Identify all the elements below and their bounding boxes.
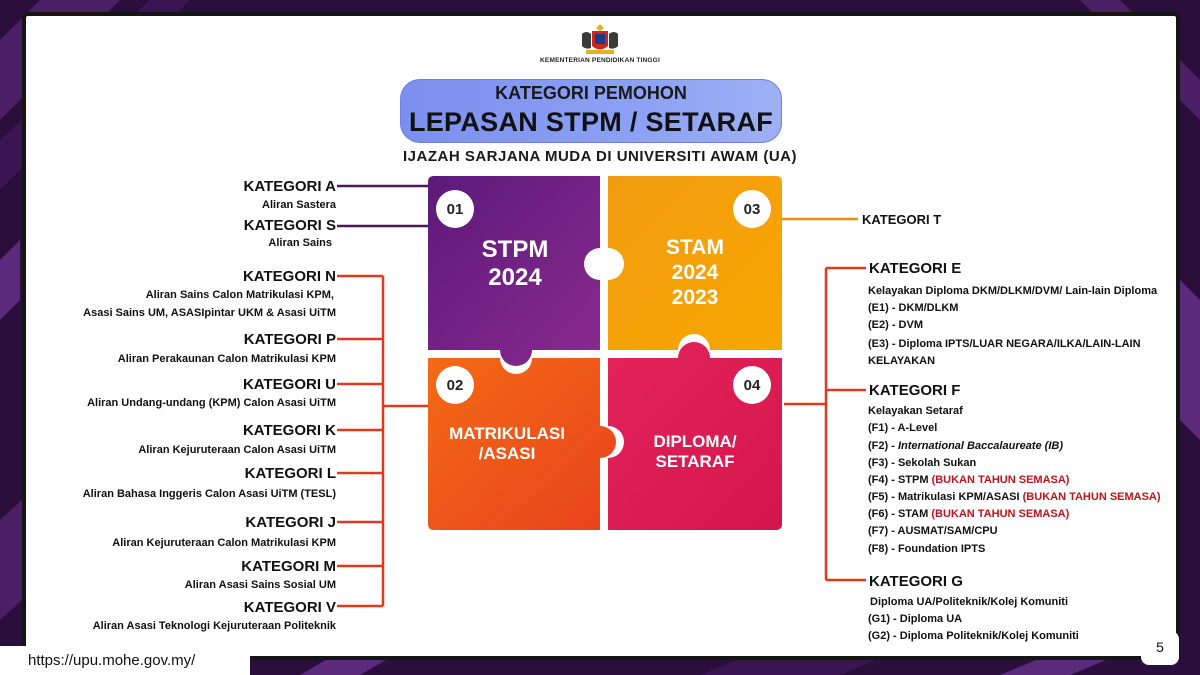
category-u-desc: Aliran Undang-undang (KPM) Calon Asasi UiTM <box>87 397 336 409</box>
category-l-title: KATEGORI L <box>244 465 336 482</box>
category-g-item-1: Diploma UA/Politeknik/Kolej Komuniti <box>870 596 1069 608</box>
category-v-desc: Aliran Asasi Teknologi Kejuruteraan Politeknik <box>92 620 336 632</box>
category-s-title: KATEGORI S <box>243 217 336 234</box>
banner-subtitle: LEPASAN STPM / SETARAF <box>408 107 774 137</box>
badge-04: 04 <box>733 366 771 404</box>
category-p-desc: Aliran Perakaunan Calon Matrikulasi KPM <box>117 353 336 365</box>
piece-03-label: STAM 2024 2023 <box>666 236 724 309</box>
connector-right-trunk <box>784 268 826 580</box>
category-e-title: KATEGORI E <box>869 260 962 277</box>
category-e-item-5: KELAYAKAN <box>868 355 936 367</box>
category-n-title: KATEGORI N <box>242 268 336 285</box>
category-a-title: KATEGORI A <box>243 178 336 195</box>
connector-left-branches <box>337 276 383 606</box>
category-e-item-1: Kelayakan Diploma DKM/DLKM/DVM/ Lain-lain Diploma <box>868 285 1158 297</box>
category-f-item-3: (F2) - International Baccalaureate (IB) <box>868 440 1064 452</box>
category-f-item-4: (F3) - Sekolah Sukan <box>868 457 977 469</box>
category-k-desc: Aliran Kejuruteraan Calon Asasi UiTM <box>138 444 336 456</box>
category-f-item-7: (F6) - STAM (BUKAN TAHUN SEMASA) <box>868 508 1070 520</box>
category-f-item-6: (F5) - Matrikulasi KPM/ASASI (BUKAN TAHUN SEMASA) <box>868 491 1161 503</box>
banner-title: KATEGORI PEMOHON <box>495 83 687 103</box>
category-t-title: KATEGORI T <box>862 212 942 227</box>
badge-02: 02 <box>436 366 474 404</box>
category-e-item-3: (E2) - DVM <box>868 319 923 331</box>
category-u-title: KATEGORI U <box>242 376 336 393</box>
category-e-item-2: (E1) - DKM/DLKM <box>868 302 959 314</box>
category-g-title: KATEGORI G <box>869 573 963 590</box>
category-j-desc: Aliran Kejuruteraan Calon Matrikulasi KPM <box>112 537 336 549</box>
page-subtitle: IJAZAH SARJANA MUDA DI UNIVERSITI AWAM (UA) <box>402 148 797 165</box>
badge-01: 01 <box>436 190 474 228</box>
category-l-desc: Aliran Bahasa Inggeris Calon Asasi UiTM (TESL) <box>82 488 336 500</box>
piece-01-label: STPM 2024 <box>481 236 549 292</box>
badge-03: 03 <box>733 190 771 228</box>
connector-right-branches <box>826 268 866 580</box>
footer-url[interactable]: https://upu.mohe.gov.my/ <box>0 646 250 675</box>
category-e-item-4: (E3) - Diploma IPTS/LUAR NEGARA/ILKA/LAIN-LAIN <box>868 338 1141 350</box>
category-a-desc: Aliran Sastera <box>262 199 336 211</box>
category-f-item-5: (F4) - STPM (BUKAN TAHUN SEMASA) <box>868 474 1070 486</box>
category-f-item-1: Kelayakan Setaraf <box>868 405 963 417</box>
category-g-item-2: (G1) - Diploma UA <box>868 613 963 625</box>
category-j-title: KATEGORI J <box>245 514 336 531</box>
category-f-item-8: (F7) - AUSMAT/SAM/CPU <box>868 525 998 537</box>
category-s-desc: Aliran Sains <box>268 237 332 249</box>
category-n-desc-2: Asasi Sains UM, ASASIpintar UKM & Asasi UiTM <box>83 307 336 319</box>
category-g-item-3: (G2) - Diploma Politeknik/Kolej Komuniti <box>868 630 1079 642</box>
category-m-title: KATEGORI M <box>241 558 336 575</box>
category-v-title: KATEGORI V <box>243 599 336 616</box>
category-k-title: KATEGORI K <box>242 422 336 439</box>
category-m-desc: Aliran Asasi Sains Sosial UM <box>184 579 336 591</box>
category-p-title: KATEGORI P <box>243 331 336 348</box>
ministry-name: KEMENTERIAN PENDIDIKAN TINGGI <box>540 57 660 64</box>
category-f-item-9: (F8) - Foundation IPTS <box>868 543 986 555</box>
page-number: 5 <box>1141 631 1179 665</box>
puzzle-diagram <box>420 168 790 538</box>
piece-02-label: MATRIKULASI /ASASI <box>449 424 565 464</box>
piece-04-label: DIPLOMA/ SETARAF <box>653 432 737 472</box>
category-f-item-2: (F1) - A-Level <box>868 422 938 434</box>
category-f-title: KATEGORI F <box>869 382 961 399</box>
category-n-desc-1: Aliran Sains Calon Matrikulasi KPM, <box>145 289 334 301</box>
